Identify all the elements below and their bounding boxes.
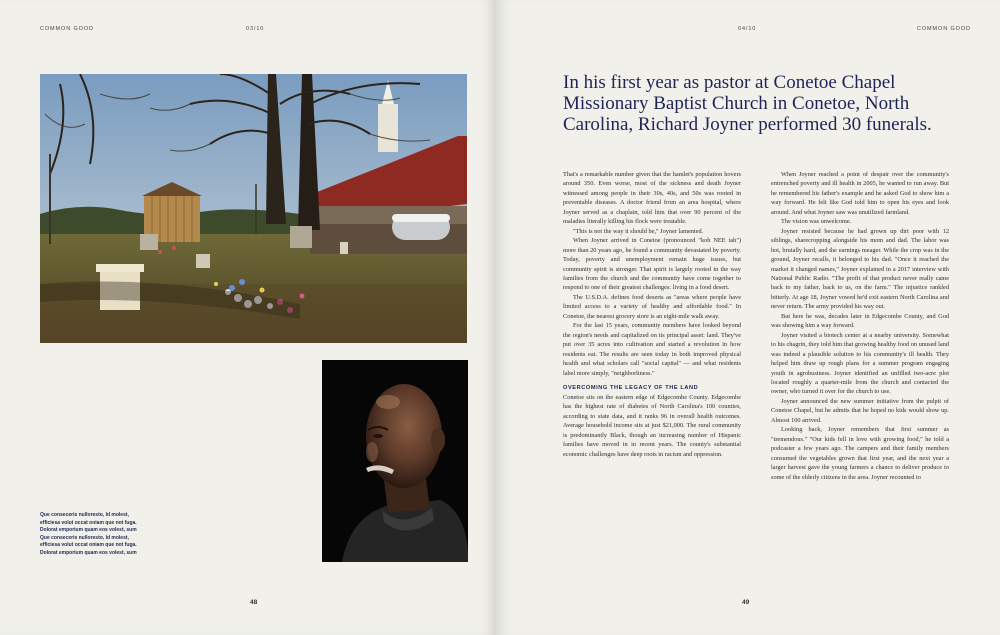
caption-line: efficiesa volut occat oniam que not fuga.: [40, 542, 137, 549]
body-column-2: [771, 170, 949, 482]
section-subhead: OVERCOMING THE LEGACY OF THE LAND: [563, 384, 699, 391]
caption-line: Que conseceris nulloresto, Id molest,: [40, 534, 129, 541]
running-head-right: COMMON GOOD: [917, 26, 971, 32]
page-section-marker: 03/10: [246, 26, 265, 32]
body-column-1: [563, 170, 741, 459]
page-number-left: 48: [250, 599, 258, 606]
paragraph: Looking back, Joyner remembers that first summer as "tremendous." "Our kids fell in love with growing food," he told a podcaster a few years ago. The campers and their family members consumed the vegetables grown that first year, and the next year a larger harvest gave the young farmers a chance to deliver produce to some of the elderly citizens in the area. Joyner recounted to: [771, 426, 949, 481]
paragraph: When Joyner arrived in Conetoe (pronounced "koh NEE tah") more than 20 years ago, he found a community devastated by poverty. Today, poverty and unemployment remain huge issues, but community spirit is stronger. That spirit is largely rooted in the way families from the church and the community have come together to respond to one of their greatest challenges: living in a food desert.: [563, 237, 741, 292]
page-number-right: 49: [742, 599, 750, 606]
caption-line: Dolorat emporium quam eos volest, sum: [40, 527, 137, 534]
left-page: [0, 0, 496, 635]
article-headline: In his first year as pastor at Conetoe Chapel Missionary Baptist Church in Conetoe, North Carolina, Richard Joyner performed 30 funerals.: [563, 72, 932, 135]
paragraph: Joyner announced the new summer initiative from the pulpit of Conetoe Chapel, but he admits that he hoped no kids would show up. Almost 100 arrived.: [771, 397, 949, 424]
paragraph: The U.S.D.A. defines food deserts as "areas where people have limited access to a variety of healthy and affordable food." In Conetoe, the nearest grocery store is an eight-mile walk away.: [563, 293, 741, 320]
paragraph: That's a remarkable number given that the hamlet's population hovers around 350. Even worse, most of the sickness and death Joyner witnessed among people in their 30s, 40s, and 50s was rooted in preventable diseases. A doctor friend from an area hospital, where Joyner served as a chaplain, told him that over 90 percent of the maladies literally killing his flock were treatable.: [563, 171, 741, 226]
paragraph: Joyner visited a biotech center at a nearby university. Somewhat to his chagrin, they told him that growing healthy food on unused land was indeed a plausible solution to his community's ill health. They helped him draw up rough plans for a summer program engaging youth in agrobusiness. Joyner identified an unfilled two-acre plot located roughly a quarter-mile from the church and contacted the owner, who turned it over for the church to use.: [771, 331, 949, 396]
cemetery-church-photo: [40, 74, 467, 343]
paragraph: The vision was unwelcome.: [781, 218, 852, 226]
running-head-left: COMMON GOOD: [40, 26, 94, 32]
paragraph: Conetoe sits on the eastern edge of Edgecombe County. Edgecombe has the highest rate of diabetes of North Carolina's 100 counties, according to state data, and it ranks 96 in overall health outcomes. Average household income sits at just $21,000. The rural community is predominantly Black, though an increasing number of Hispanic families have moved in in recent years. The county's substantial economic challenges have deep roots in racism and oppression.: [563, 393, 741, 458]
photo-caption: [40, 512, 160, 558]
portrait-photo: [322, 360, 468, 562]
paragraph: But here he was, decades later in Edgecombe County, and God was showing him a way forward.: [771, 312, 949, 330]
caption-line: Dolorat emporium quam eos volest, sum: [40, 549, 137, 556]
caption-line: efficiesa volut occat oniam que not fuga.: [40, 519, 137, 526]
paragraph: For the last 15 years, community members have looked beyond the region's needs and capitalized on its principal asset: land. They've put over 35 acres into cultivation and started a revolution in how residents eat. The results are seen today in both improved physical health and what scholars call "social capital" — and what residents label more simply, "neighborliness.": [563, 322, 741, 377]
paragraph: When Joyner reached a point of despair over the community's entrenched poverty and ill health in 2005, he wanted to run away. But he remembered his father's example and he asked God to show him a way forward. He felt like God told him to open his eyes and look around. And what Joyner saw was unutilized farmland.: [771, 171, 949, 216]
page-section-marker: 04/10: [738, 26, 757, 32]
caption-line: Que conseceris nulloresto, Id molest,: [40, 512, 129, 518]
paragraph: "This is not the way it should be," Joyner lamented.: [573, 227, 704, 235]
paragraph: Joyner resisted because he had grown up dirt poor with 12 siblings, sharecropping alongside his mom and dad. The labor was hot, brutally hard, and the earnings meager. While the crop was in the ground, Joyner recalls, it belonged to his dad. "Once it reached the market it changed names," Joyner explained in a 2017 interview with National Public Radio. "The profit of that product never really came back to my father, back to us, on the farm." The injustice rankled bitterly. At age 18, Joyner vowed he'd exit eastern North Carolina and never return. The army provided his way out.: [771, 227, 949, 311]
